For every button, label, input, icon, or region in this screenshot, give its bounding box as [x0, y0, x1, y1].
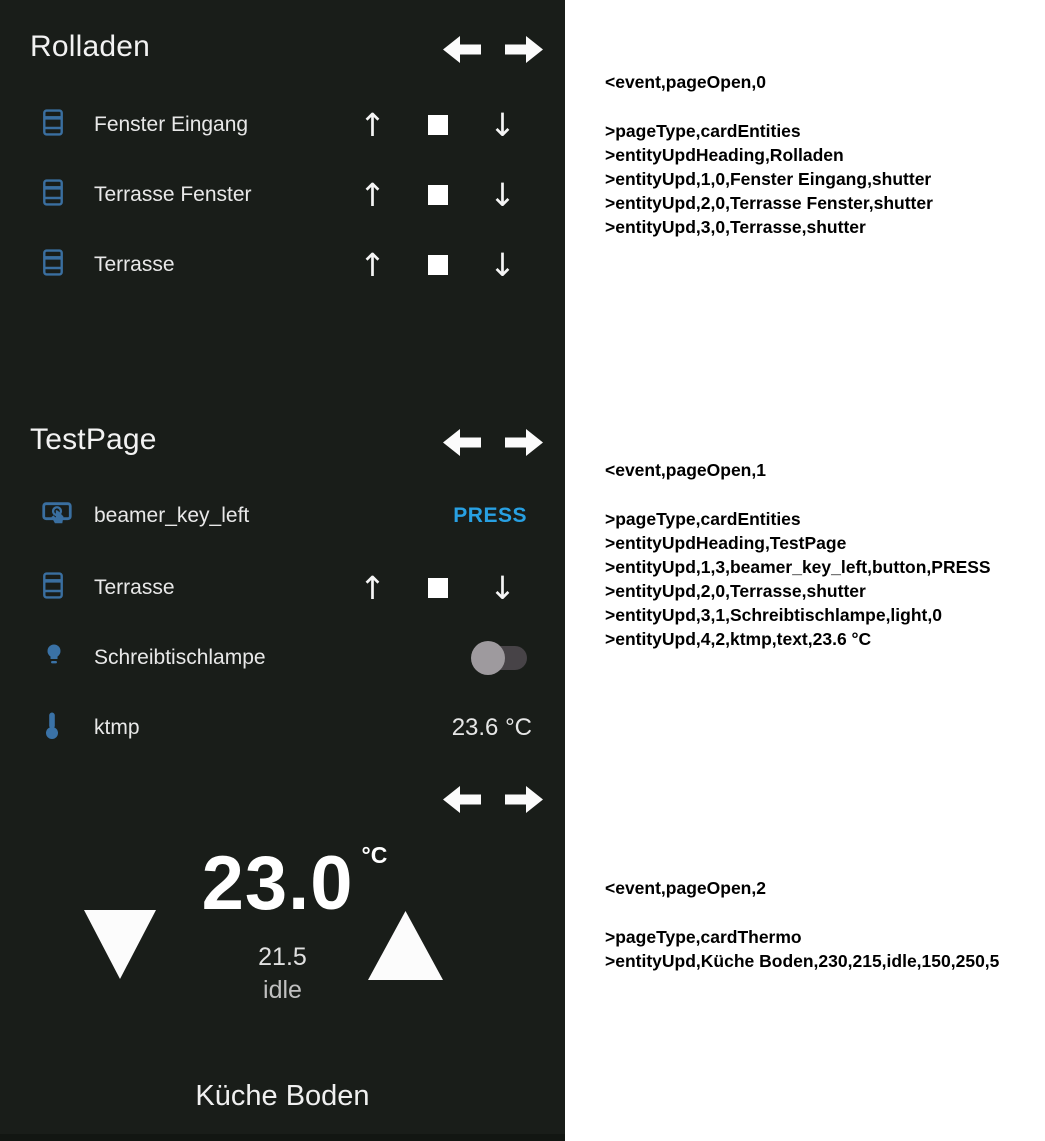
- thermometer-icon: [42, 711, 62, 746]
- toggle-knob: [471, 641, 505, 675]
- stop-square-icon: [428, 185, 448, 205]
- up-arrow-icon: ↑: [359, 176, 386, 214]
- log-event-line: <event,pageOpen,2: [605, 878, 766, 898]
- stop-square-icon: [428, 578, 448, 598]
- up-arrow-icon: ↑: [359, 569, 386, 607]
- protocol-log: [605, 0, 1045, 1141]
- panel-bottom-edge: [0, 1134, 565, 1141]
- shutter-down-button[interactable]: [470, 90, 535, 160]
- page-title: TestPage: [30, 423, 157, 456]
- hvac-status: idle: [263, 976, 302, 1004]
- next-page-arrow-icon[interactable]: [505, 33, 543, 66]
- light-toggle[interactable]: [471, 641, 527, 675]
- entity-label: Schreibtischlampe: [94, 646, 266, 669]
- entity-label: Fenster Eingang: [94, 113, 249, 136]
- log-block-page0: [605, 70, 1045, 239]
- shutter-controls: [340, 90, 535, 160]
- card-testpage: [0, 393, 565, 750]
- lightbulb-icon: [42, 642, 66, 675]
- log-line: >pageType,cardEntities: [605, 121, 801, 141]
- log-line: >entityUpd,1,3,beamer_key_left,button,PRESS: [605, 557, 991, 577]
- shutter-icon: [42, 179, 64, 212]
- shutter-stop-button[interactable]: [405, 160, 470, 230]
- card-thermo: [0, 750, 565, 1141]
- log-line: >entityUpd,4,2,ktmp,text,23.6 °C: [605, 629, 872, 649]
- temperature-unit: °C: [361, 842, 388, 868]
- shutter-icon: [42, 249, 64, 282]
- card-header: [30, 30, 150, 70]
- shutter-icon: [42, 572, 64, 605]
- log-line: >entityUpd,2,0,Terrasse,shutter: [605, 581, 866, 601]
- entity-row: [0, 623, 565, 693]
- page-title: Rolladen: [30, 30, 151, 63]
- sensor-value: 23.6 °C: [451, 714, 532, 741]
- page-nav-arrows: [443, 783, 543, 816]
- thermostat-title: Küche Boden: [195, 1080, 370, 1112]
- entity-row: [0, 553, 565, 623]
- log-block-page2: [605, 876, 1045, 973]
- card-header: [30, 423, 157, 463]
- entity-label: Terrasse: [94, 576, 175, 599]
- log-line: >entityUpd,2,0,Terrasse Fenster,shutter: [605, 193, 933, 213]
- down-arrow-icon: ↓: [489, 106, 516, 144]
- log-line: >entityUpd,1,0,Fenster Eingang,shutter: [605, 169, 932, 189]
- next-page-arrow-icon[interactable]: [505, 783, 543, 816]
- next-page-arrow-icon[interactable]: [505, 426, 543, 459]
- shutter-up-button[interactable]: [340, 160, 405, 230]
- log-block-page1: [605, 458, 1045, 651]
- prev-page-arrow-icon[interactable]: [443, 33, 481, 66]
- shutter-up-button[interactable]: [340, 553, 405, 623]
- setpoint-value: 21.5: [258, 943, 307, 971]
- shutter-stop-button[interactable]: [405, 230, 470, 300]
- log-line: >pageType,cardEntities: [605, 509, 801, 529]
- shutter-controls: [340, 160, 535, 230]
- log-line: >entityUpdHeading,Rolladen: [605, 145, 844, 165]
- shutter-stop-button[interactable]: [405, 90, 470, 160]
- shutter-controls: [340, 553, 535, 623]
- page-nav-arrows: [443, 426, 543, 459]
- log-line: >entityUpdHeading,TestPage: [605, 533, 847, 553]
- shutter-up-button[interactable]: [340, 230, 405, 300]
- shutter-stop-button[interactable]: [405, 553, 470, 623]
- up-arrow-icon: ↑: [359, 106, 386, 144]
- shutter-down-button[interactable]: [470, 160, 535, 230]
- entity-label: ktmp: [94, 716, 140, 739]
- log-line: >entityUpd,3,0,Terrasse,shutter: [605, 217, 866, 237]
- log-event-line: <event,pageOpen,0: [605, 72, 766, 92]
- log-line: >entityUpd,3,1,Schreibtischlampe,light,0: [605, 605, 942, 625]
- card-rolladen: [0, 0, 565, 393]
- log-line: >pageType,cardThermo: [605, 927, 802, 947]
- prev-page-arrow-icon[interactable]: [443, 783, 481, 816]
- log-line: >entityUpd,Küche Boden,230,215,idle,150,250,5: [605, 951, 1000, 971]
- entity-label: beamer_key_left: [94, 504, 250, 527]
- shutter-up-button[interactable]: [340, 90, 405, 160]
- press-button[interactable]: PRESS: [453, 504, 527, 527]
- up-arrow-icon: ↑: [359, 246, 386, 284]
- stop-square-icon: [428, 255, 448, 275]
- down-arrow-icon: ↓: [489, 246, 516, 284]
- down-arrow-icon: ↓: [489, 176, 516, 214]
- prev-page-arrow-icon[interactable]: [443, 426, 481, 459]
- temperature-value: 23.0: [201, 841, 354, 926]
- entity-label: Terrasse: [94, 253, 175, 276]
- shutter-down-button[interactable]: [470, 230, 535, 300]
- entity-label: Terrasse Fenster: [94, 183, 252, 206]
- entity-row: [0, 481, 565, 551]
- entity-row: [0, 160, 565, 230]
- stop-square-icon: [428, 115, 448, 135]
- shutter-icon: [42, 109, 64, 142]
- down-arrow-icon: ↓: [489, 569, 516, 607]
- shutter-controls: [340, 230, 535, 300]
- tap-button-icon: [42, 500, 72, 533]
- shutter-down-button[interactable]: [470, 553, 535, 623]
- log-event-line: <event,pageOpen,1: [605, 460, 766, 480]
- page-nav-arrows: [443, 33, 543, 66]
- entity-row: [0, 90, 565, 160]
- entity-row: [0, 230, 565, 300]
